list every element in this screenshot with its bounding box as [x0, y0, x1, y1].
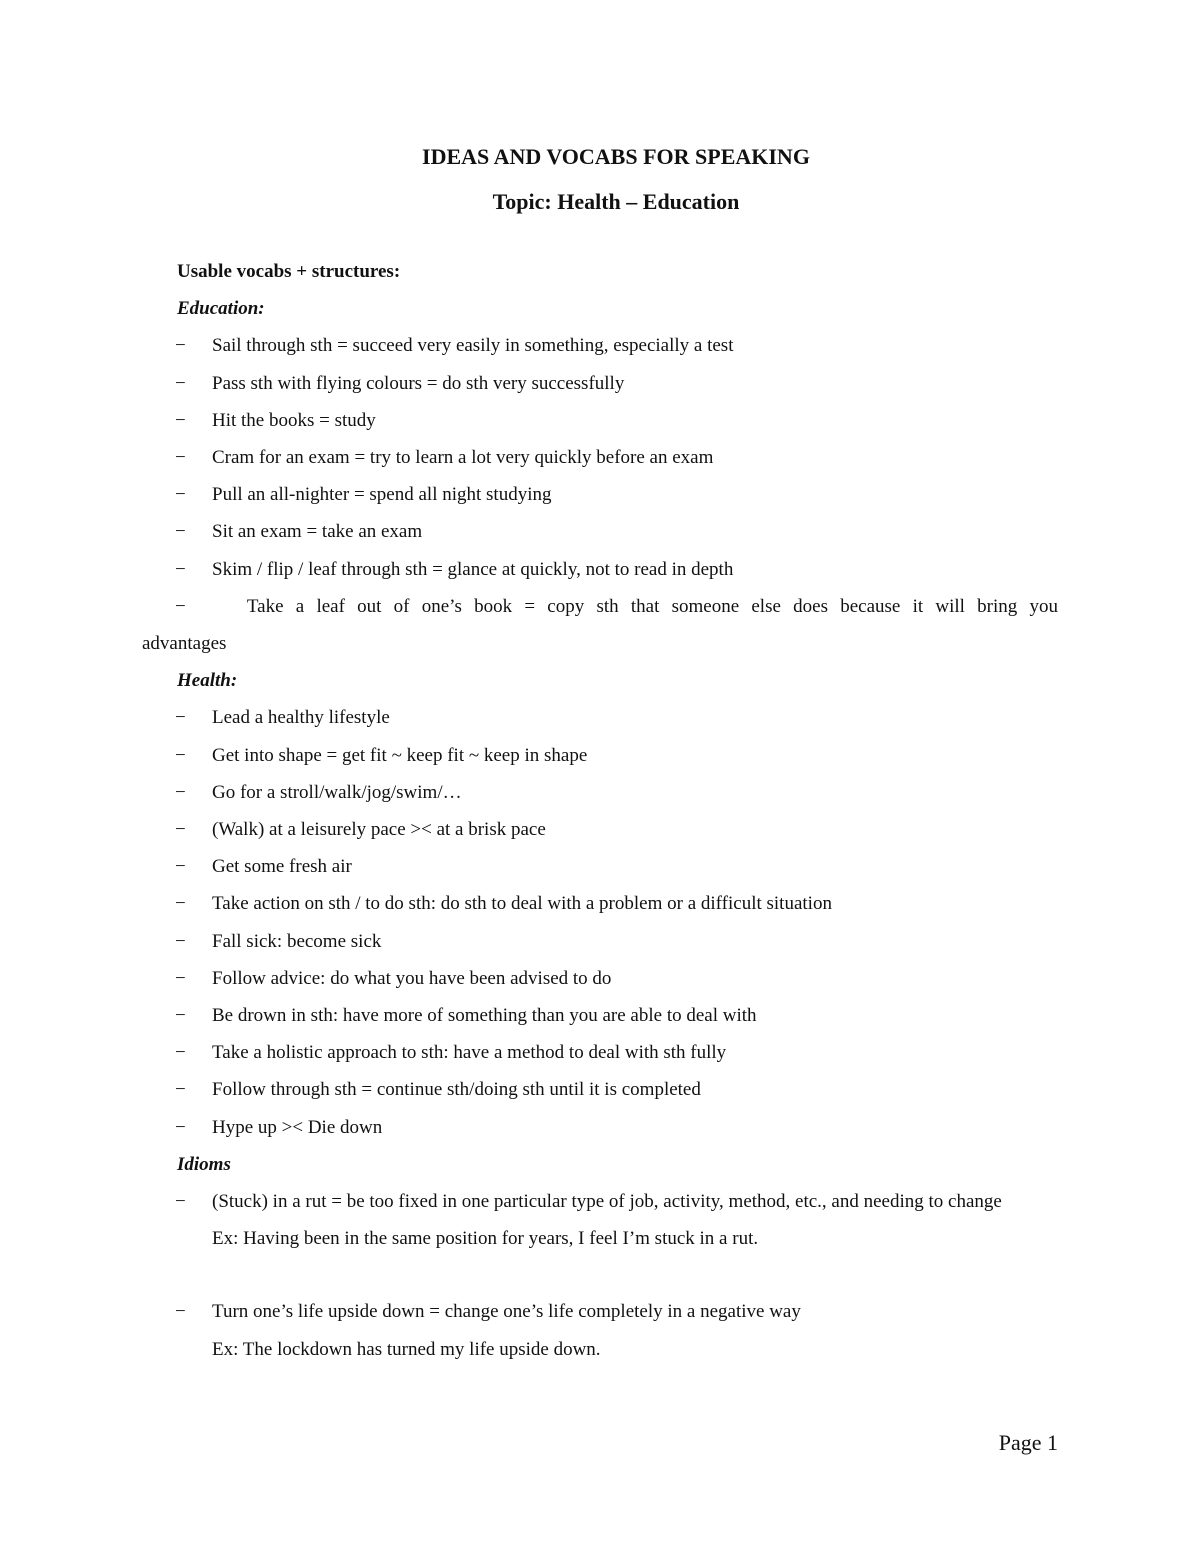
dash-bullet-icon: −	[175, 707, 186, 729]
dash-bullet-icon: −	[175, 595, 186, 617]
dash-bullet-icon: −	[175, 1005, 186, 1027]
idiom-text: (Stuck) in a rut = be too fixed in one particular type of job, activity, method, etc., and needing to change	[212, 1191, 1002, 1213]
idiom-example: Ex: The lockdown has turned my life upside down.	[212, 1338, 601, 1360]
dash-bullet-icon: −	[175, 558, 186, 580]
list-item	[142, 737, 1058, 774]
dash-bullet-icon: −	[175, 930, 186, 952]
list-item-text: Hit the books = study	[212, 409, 376, 431]
dash-bullet-icon: −	[175, 484, 186, 506]
list-item	[142, 923, 1058, 960]
list-item-text: Sit an exam = take an exam	[212, 521, 423, 543]
list-item	[142, 402, 1058, 439]
list-item-text: Fall sick: become sick	[212, 930, 382, 952]
document-subtitle: Topic: Health – Education	[492, 189, 740, 214]
dash-bullet-icon: −	[175, 856, 186, 878]
section-heading-usable-vocabs: Usable vocabs + structures:	[177, 261, 401, 282]
list-item	[142, 811, 1058, 848]
list-item-text: Follow advice: do what you have been advised to do	[212, 967, 612, 989]
list-item-wrapped	[142, 588, 1058, 625]
document-title: IDEAS AND VOCABS FOR SPEAKING	[422, 144, 810, 169]
document-body	[142, 253, 1058, 1368]
subheading-education: Education:	[177, 298, 265, 320]
list-item-text: Take a holistic approach to sth: have a method to deal with sth fully	[212, 1042, 727, 1064]
idiom-item	[142, 1293, 1058, 1330]
list-item-text: Go for a stroll/walk/jog/swim/…	[212, 781, 462, 803]
list-item	[142, 551, 1058, 588]
list-item	[142, 365, 1058, 402]
dash-bullet-icon: −	[175, 1191, 186, 1213]
list-item	[142, 439, 1058, 476]
list-item	[142, 960, 1058, 997]
list-item-text: (Walk) at a leisurely pace >< at a brisk pace	[212, 819, 546, 841]
dash-bullet-icon: −	[175, 521, 186, 543]
list-item-text: Pull an all-nighter = spend all night studying	[212, 484, 552, 506]
dash-bullet-icon: −	[175, 1042, 186, 1064]
list-item-continuation: advantages	[142, 633, 227, 655]
list-item-text: Lead a healthy lifestyle	[212, 707, 390, 729]
list-item-text: Skim / flip / leaf through sth = glance at quickly, not to read in depth	[212, 558, 734, 580]
idiom-text: Turn one’s life upside down = change one’s life completely in a negative way	[212, 1301, 801, 1323]
list-item	[142, 774, 1058, 811]
dash-bullet-icon: −	[175, 1079, 186, 1101]
dash-bullet-icon: −	[175, 409, 186, 431]
list-item	[142, 1071, 1058, 1108]
list-item-text: Be drown in sth: have more of something than you are able to deal with	[212, 1005, 757, 1027]
list-item	[142, 1109, 1058, 1146]
dash-bullet-icon: −	[175, 819, 186, 841]
page-number: Page 1	[998, 1430, 1058, 1455]
dash-bullet-icon: −	[175, 744, 186, 766]
subheading-idioms: Idioms	[177, 1153, 231, 1175]
dash-bullet-icon: −	[175, 1116, 186, 1138]
idiom-example: Ex: Having been in the same position for years, I feel I’m stuck in a rut.	[212, 1228, 759, 1250]
list-item-text: Cram for an exam = try to learn a lot very quickly before an exam	[212, 447, 714, 469]
idiom-item	[142, 1183, 1058, 1220]
subheading-health: Health:	[177, 670, 238, 692]
list-item	[142, 513, 1058, 550]
list-item	[142, 476, 1058, 513]
list-item-text: Get some fresh air	[212, 856, 352, 878]
list-item	[142, 327, 1058, 364]
list-item-text: Take action on sth / to do sth: do sth to deal with a problem or a difficult situation	[212, 893, 832, 915]
dash-bullet-icon: −	[175, 781, 186, 803]
list-item-text: Hype up >< Die down	[212, 1116, 383, 1138]
blank-line	[142, 1257, 1058, 1293]
list-item-text: Take a leaf out of one’s book = copy sth that someone else does because it will bring you	[246, 595, 1059, 617]
dash-bullet-icon: −	[175, 447, 186, 469]
list-item	[142, 1034, 1058, 1071]
list-item-text: Get into shape = get fit ~ keep fit ~ keep in shape	[212, 744, 588, 766]
list-item	[142, 885, 1058, 922]
dash-bullet-icon: −	[175, 335, 186, 357]
dash-bullet-icon: −	[175, 372, 186, 394]
list-item	[142, 699, 1058, 736]
dash-bullet-icon: −	[175, 1301, 186, 1323]
list-item-line-1	[175, 588, 1058, 625]
list-item-text: Follow through sth = continue sth/doing sth until it is completed	[212, 1079, 701, 1101]
dash-bullet-icon: −	[175, 967, 186, 989]
dash-bullet-icon: −	[175, 893, 186, 915]
list-item-text: Sail through sth = succeed very easily in something, especially a test	[212, 335, 734, 357]
list-item	[142, 997, 1058, 1034]
list-item	[142, 848, 1058, 885]
list-item-text: Pass sth with flying colours = do sth very successfully	[212, 372, 625, 394]
